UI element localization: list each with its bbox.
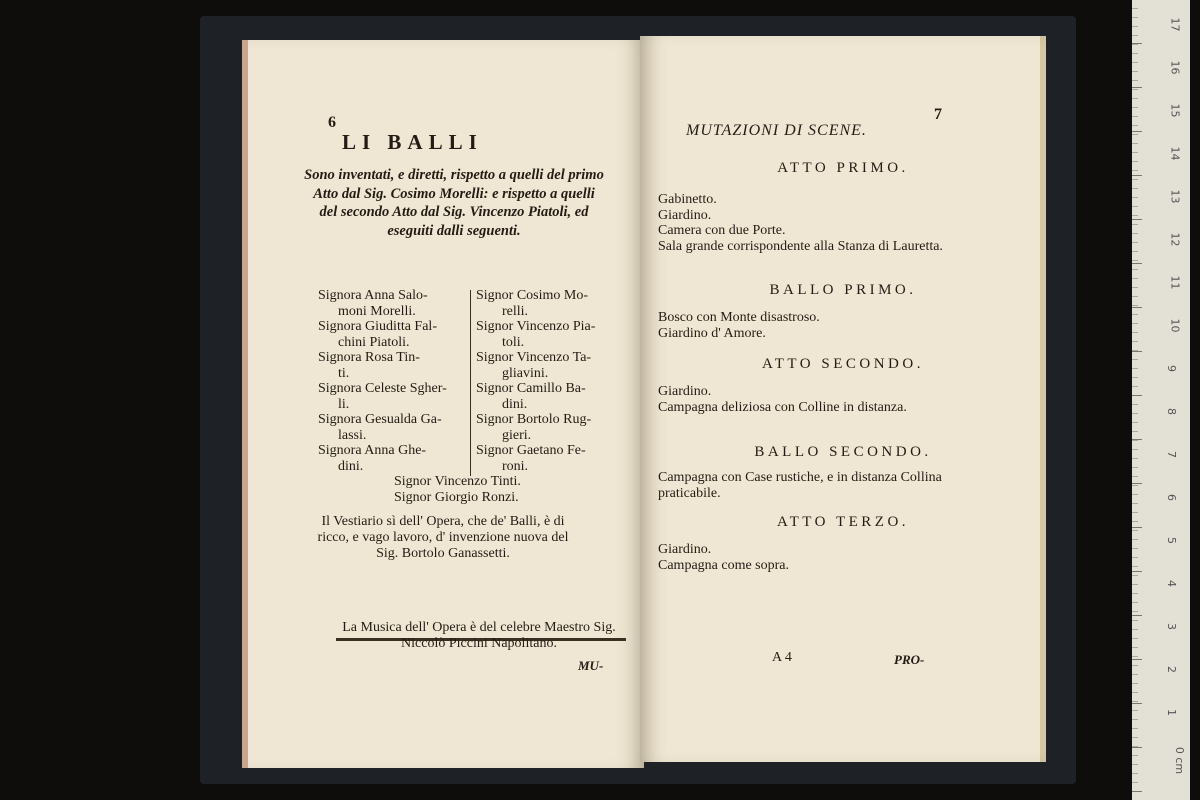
dancer-line: dini. [338, 458, 364, 474]
dancer-line: Signor Vincenzo Tinti. [394, 474, 521, 489]
scene-list [658, 310, 978, 341]
measuring-ruler [1132, 0, 1190, 800]
ruler-number: 6 [1165, 494, 1178, 501]
scene-item: Bosco con Monte disastroso. [658, 310, 820, 325]
dancer-line: moni Morelli. [338, 303, 416, 319]
dancer-line: Signora Anna Ghe- [318, 443, 427, 458]
scene-item: Campagna deliziosa con Colline in distanza. [658, 399, 907, 415]
scene-list [658, 470, 968, 501]
scene-item: Giardino. [658, 384, 712, 399]
dancer-line: Signor Bortolo Rug- [476, 412, 592, 427]
dancer-line: Signor Vincenzo Pia- [476, 319, 596, 334]
dancer-line: toli. [502, 334, 525, 350]
dancer-line: Signor Vincenzo Ta- [476, 350, 592, 365]
scene-list [658, 192, 978, 254]
page-title: MUTAZIONI DI SCENE. [686, 122, 867, 139]
page-title: LI BALLI [342, 130, 483, 154]
ruler-number: 1 [1165, 709, 1178, 716]
section-heading: ATTO SECONDO. [762, 356, 924, 372]
page-number: 7 [934, 106, 942, 123]
scene-item: Camera con due Porte. [658, 223, 786, 238]
dancer-line: Signora Celeste Sgher- [318, 381, 447, 396]
scene-list [658, 542, 978, 573]
section-heading: ATTO TERZO. [776, 514, 910, 530]
ruler-number: 11 [1168, 275, 1182, 290]
ruler-number: 4 [1165, 580, 1178, 587]
section-heading: ATTO PRIMO. [777, 160, 909, 176]
dancer-line: Signora Gesualda Ga- [318, 412, 442, 427]
dancer-line: relli. [502, 303, 529, 319]
dancer-line: chini Piatoli. [338, 334, 410, 350]
ruler-number: 10 [1168, 318, 1182, 333]
scene-list [658, 384, 958, 415]
scene-item: Giardino. [658, 207, 712, 223]
intro-text: Sono inventati, e diretti, rispetto a quelli del primo Atto dal Sig. Cosimo Morelli: e rispetto a quelli del secondo Atto dal Sig. Vincenzo Piatoli, ed eseguiti dalli seguenti. [304, 167, 604, 239]
scene-item: Giardino. [658, 542, 712, 557]
scene-item: Sala grande corrispondente alla Stanza di Lauretta. [658, 238, 943, 254]
ruler-number: 13 [1168, 189, 1182, 204]
dancer-line: li. [338, 396, 350, 412]
ruler-number: 16 [1168, 60, 1182, 75]
dancer-line: Signora Giuditta Fal- [318, 319, 437, 334]
catchword: PRO- [894, 652, 925, 667]
music-note: La Musica dell' Opera è del celebre Maestro Sig. Niccolò Piccini Napolitano. [342, 620, 616, 651]
ruler-number: 15 [1168, 103, 1182, 118]
dancer-line: Signora Anna Salo- [318, 288, 428, 303]
dancer-line: Signor Camillo Ba- [476, 381, 586, 396]
ruler-number: 5 [1165, 537, 1178, 544]
scene-item: Campagna come sopra. [658, 557, 790, 573]
ruler-number: 7 [1165, 451, 1178, 458]
dancers-center [394, 474, 521, 505]
dancer-line: dini. [502, 396, 528, 412]
scene-item: Campagna con Case rustiche, e in distanza Collina praticabile. [658, 470, 942, 501]
page-number: 6 [328, 114, 336, 131]
scene-item: Giardino d' Amore. [658, 325, 766, 341]
ruler-number: 8 [1165, 408, 1178, 415]
costume-note: Il Vestiario sì dell' Opera, che de' Balli, è di ricco, e vago lavoro, d' invenzione nuova del Sig. Bortolo Ganassetti. [317, 514, 569, 561]
ruler-unit-label: 0 cm [1173, 746, 1187, 775]
right-page [640, 36, 1046, 762]
dancer-line: gieri. [502, 427, 532, 443]
dancer-line: gliavini. [502, 365, 549, 381]
ruler-number: 17 [1168, 17, 1182, 32]
dancer-line: roni. [502, 458, 529, 474]
dancers-right-column [476, 288, 616, 474]
catchword: MU- [578, 658, 604, 673]
signature-mark: A 4 [772, 650, 792, 665]
ruler-number: 3 [1165, 623, 1178, 630]
dancer-line: Signor Giorgio Ronzi. [394, 489, 519, 505]
column-divider [470, 290, 471, 476]
dancer-line: Signor Gaetano Fe- [476, 443, 586, 458]
left-page [242, 40, 644, 768]
scene-item: Gabinetto. [658, 192, 717, 207]
ruler-number: 14 [1168, 146, 1182, 161]
dancer-line: lassi. [338, 427, 367, 443]
dancer-line: Signor Cosimo Mo- [476, 288, 589, 303]
ruler-number: 12 [1168, 232, 1182, 247]
ruler-number: 9 [1165, 365, 1178, 372]
section-heading: BALLO SECONDO. [754, 444, 932, 460]
section-heading: BALLO PRIMO. [769, 282, 917, 298]
ruler-number: 2 [1165, 666, 1178, 673]
dancers-left-column [318, 288, 466, 474]
dancer-line: Signora Rosa Tin- [318, 350, 420, 365]
dancer-line: ti. [338, 365, 350, 381]
